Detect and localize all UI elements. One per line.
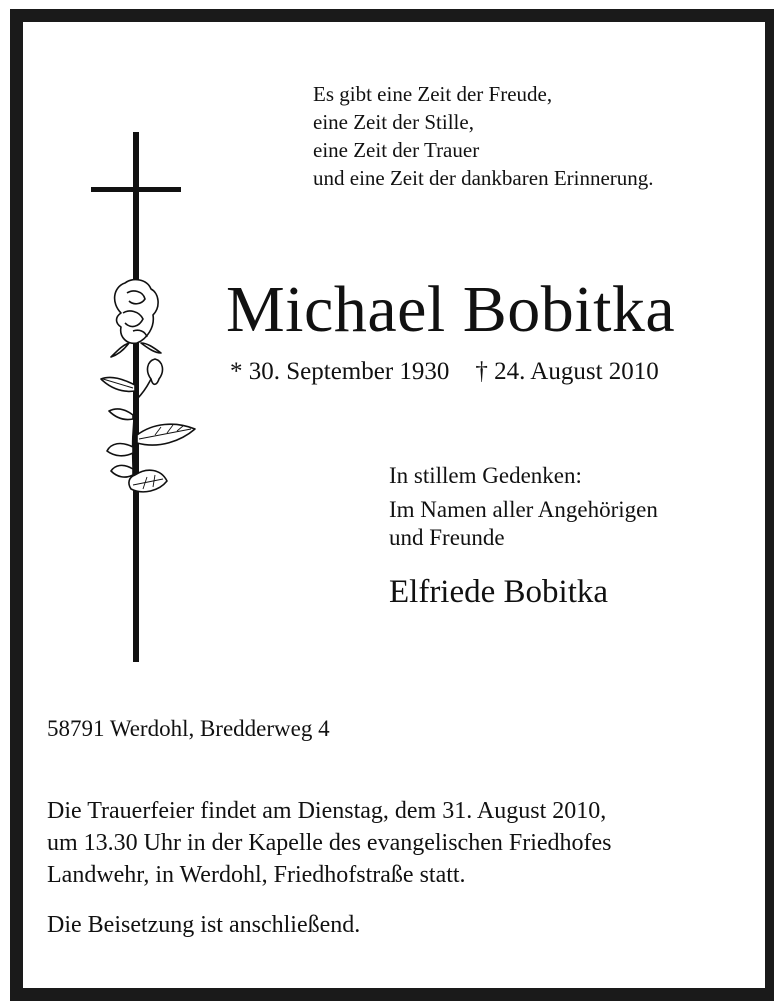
deceased-name: Michael Bobitka bbox=[226, 273, 676, 346]
memorial-line: und Freunde bbox=[389, 525, 505, 550]
service-line: Landwehr, in Werdohl, Friedhofstraße statt. bbox=[47, 862, 466, 888]
rose-icon bbox=[101, 280, 195, 522]
poem-line: eine Zeit der Trauer bbox=[313, 138, 480, 162]
memorial-line: In stillem Gedenken: bbox=[389, 463, 582, 488]
burial-info: Die Beisetzung ist anschließend. bbox=[47, 912, 361, 938]
life-dates bbox=[230, 357, 659, 387]
memorial-line: Im Namen aller Angehörigen bbox=[389, 497, 658, 522]
birth-date: * 30. September 1930 bbox=[230, 358, 450, 385]
cross-with-rose bbox=[63, 117, 213, 677]
poem-line: und eine Zeit der dankbaren Erinnerung. bbox=[313, 166, 654, 190]
poem-line: Es gibt eine Zeit der Freude, bbox=[313, 82, 553, 106]
notice-frame bbox=[10, 9, 774, 1001]
poem-line: eine Zeit der Stille, bbox=[313, 110, 474, 134]
death-date: † 24. August 2010 bbox=[475, 358, 659, 385]
memorial-block bbox=[389, 459, 658, 552]
poem bbox=[313, 80, 654, 192]
service-line: um 13.30 Uhr in der Kapelle des evangelischen Friedhofes bbox=[47, 830, 612, 856]
service-info bbox=[47, 795, 612, 891]
signer-name: Elfriede Bobitka bbox=[389, 574, 609, 610]
service-line: Die Trauerfeier findet am Dienstag, dem 31. August 2010, bbox=[47, 798, 607, 824]
address: 58791 Werdohl, Bredderweg 4 bbox=[47, 716, 330, 741]
